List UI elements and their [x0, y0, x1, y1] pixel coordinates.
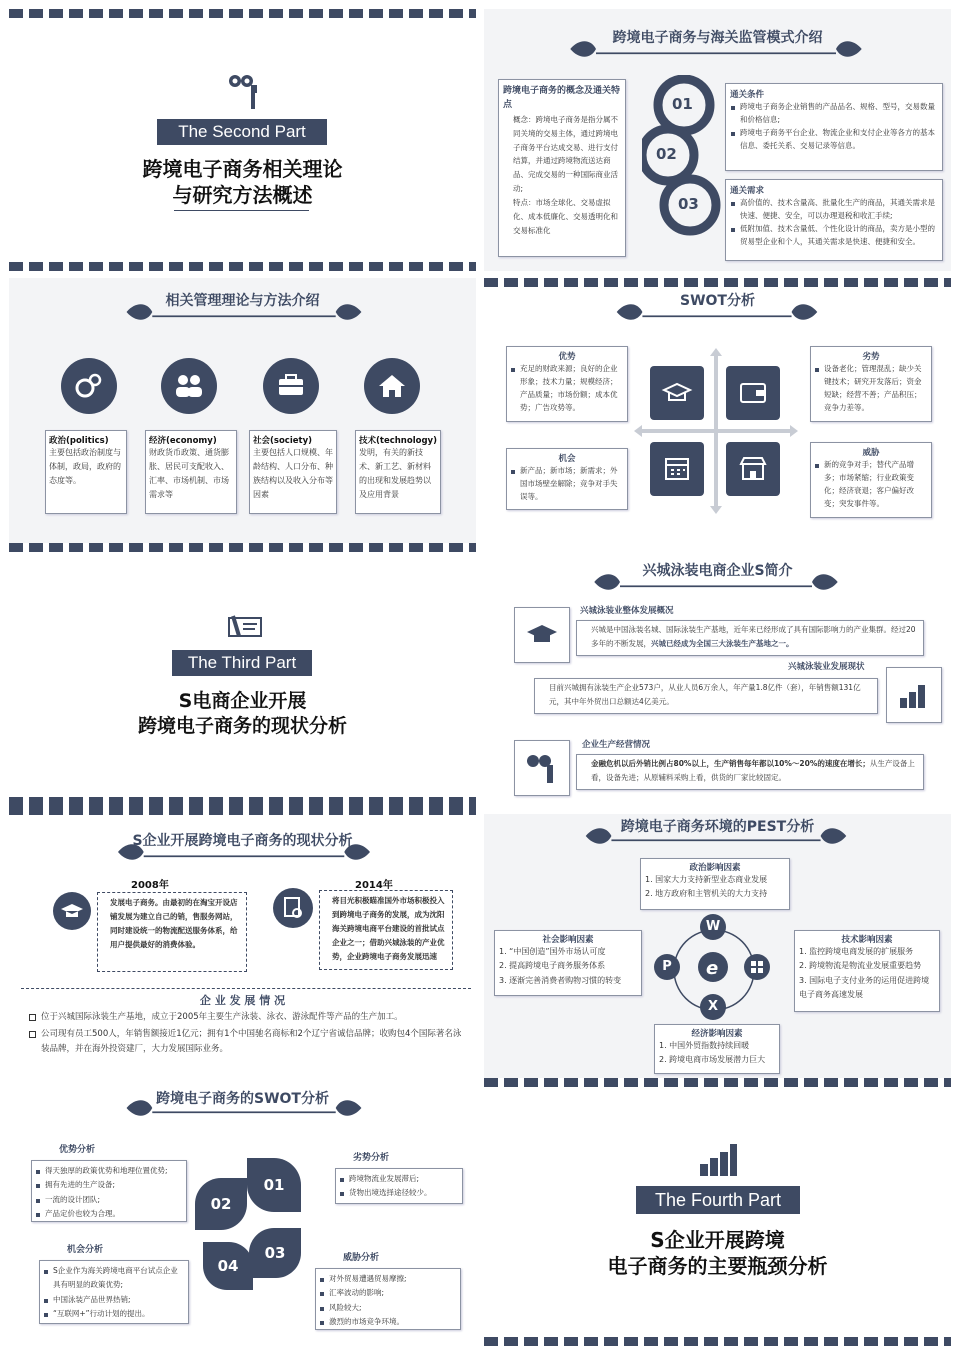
graduation-cap-icon: [515, 608, 569, 662]
pest-technology-box: [794, 930, 940, 1012]
card-body: 主要包括人口规模、年龄结构、人口分布、种族结构以及收入分布等因素: [253, 448, 333, 499]
section-head-1: 兴城泳装业整体发展概况: [580, 606, 674, 616]
step-number-1: 01: [672, 95, 693, 113]
calendar-icon: [650, 442, 704, 496]
swot-item: “互联网+”行动计划的提出。: [43, 1307, 185, 1321]
pest-head: 经济影响因素: [691, 1029, 743, 1039]
card-body: 发明，有关的新技术、新工艺、新材料的出现和发展趋势以及应用背景: [359, 448, 431, 499]
slide-title: 跨境电子商务环境的PEST分析: [620, 819, 815, 835]
slide-fourth-part: [484, 1078, 951, 1346]
company-point-2: 公司现有员工500人，年销售额接近1亿元；拥有1个中国驰名商标和2个辽宁省诚信品牌；收购包4个国际著名泳装品牌，并在海外投资建厂，大力发展国际业务。: [29, 1027, 469, 1057]
company-point-1: 位于兴城国际泳装生产基地，成立于2005年主要生产泳装、泳衣、游泳配件等产品的生产加工。: [29, 1010, 469, 1025]
swot-leaf-01: 01: [247, 1158, 301, 1212]
search-doc-icon: [273, 888, 313, 928]
swot-body: 设备老化；管理混乱；缺少关键技术；研究开发落后；资金短缺；经营不善；产品积压；竞争力差等。: [814, 362, 928, 415]
pest-item: 2. 提高跨境电子商务服务体系: [499, 961, 606, 971]
pest-item: 2. 地方政府和主管机关的大力支持: [645, 889, 768, 899]
ie-icon: [698, 952, 728, 982]
timeline-body-2008: 发展电子商务。由最初的在淘宝开设店铺发展为建立自己的销，售服务网站，同时建设统一的物流配送服务体系，给用户提供最好的消费体验。: [110, 898, 238, 949]
windows-icon: [744, 954, 770, 980]
slide-title-line2: 跨境电子商务的现状分析: [137, 715, 347, 737]
swot-item: 一流的设计团队;: [35, 1193, 183, 1207]
gear-icon: [61, 358, 117, 414]
concept-head: 跨境电子商务的概念及通关特点: [503, 86, 621, 111]
letter-w-badge: W: [700, 914, 726, 940]
timeline-box-2014: [319, 890, 453, 970]
pest-politics-box: [640, 858, 790, 910]
swot-opportunity-box: [506, 448, 628, 510]
card-head: 社会(society): [253, 436, 312, 446]
swot-item: 货物出境选择途径较少。: [339, 1186, 459, 1200]
pest-item: 1. 监控跨境电商发展的扩展服务: [799, 947, 914, 956]
binoculars-icon-box: [514, 740, 570, 796]
pest-card-technology: [355, 430, 441, 514]
slide-title-line1: 跨境电子商务相关理论: [142, 157, 343, 181]
concept-item-1: 概念：跨境电子商务是指分属不同关境的交易主体，通过跨境电子商务平台达成交易、进行支付结算，并通过跨境物流送达商品、完成交易的一种国际商业活动;: [513, 114, 618, 194]
swot-item: 风险较大;: [319, 1301, 457, 1315]
swot-item: 拥有先进的生产设备;: [35, 1178, 183, 1192]
slide-title: 兴城泳装电商企业S简介: [642, 563, 793, 579]
section-body-1-highlight: 兴城已经成为全国三大泳装生产基地之一。: [651, 639, 794, 649]
swot-item: 激烈的市场竞争环境。: [319, 1315, 457, 1329]
customs-condition-box: [725, 83, 943, 171]
bar-chart-icon: [887, 668, 941, 722]
card-head: 技术(technology): [359, 436, 437, 446]
people-icon: [161, 358, 217, 414]
section-body-1-text: 兴城是中国泳装名城、国际泳装生产基地，近年来已经形成了具有国际影响力的产业集群。经过20多年的不断发展，: [591, 625, 916, 649]
slide-title: S企业开展跨境电子商务的现状分析: [132, 833, 353, 849]
swot-body: 新的竞争对手；替代产品增多；市场紧缩；行业政策变化；经济衰退；客户偏好改变；突发事件等。: [814, 458, 928, 511]
letter-x-badge: X: [700, 994, 726, 1020]
swot-item: 产品定价也较为合理。: [35, 1207, 183, 1221]
part-label: The Fourth Part: [636, 1186, 800, 1214]
swot-c-box: [39, 1260, 189, 1324]
slide-company-intro: [484, 552, 951, 806]
swot-body: 新产品；新市场；新需求；外国市场壁垒解除；竞争对手失误等。: [510, 464, 624, 503]
pest-head: 社会影响因素: [542, 935, 594, 945]
pest-society-box: [494, 930, 642, 996]
swot-d-box: [315, 1268, 461, 1330]
dashed-divider: [21, 988, 471, 989]
slide-pest: [484, 814, 951, 1078]
swot-d-head: 威胁分析: [343, 1253, 380, 1263]
condition-item: 跨境电子商务企业销售的产品品名、规格、型号，交易数量和价格信息;: [730, 100, 938, 126]
section-body-3-highlight: 金融危机以后外销比例占80%以上，生产销售每年都以10%～20%的速度在增长；: [591, 759, 870, 768]
svg-text:e: e: [706, 958, 719, 979]
pest-head: 技术影响因素: [841, 935, 893, 945]
slide-company-status: [9, 806, 476, 1078]
swot-body: 充足的财政来源；良好的企业形象；技术力量；规模经济；产品质量；市场份额；成本优势；广告攻势等。: [510, 362, 624, 415]
swot-head: 机会: [558, 454, 576, 464]
slide-title-line2: 电子商务的主要瓶颈分析: [607, 1254, 828, 1278]
pest-item: 3. 逐渐完善消费者购物习惯的转变: [499, 975, 622, 985]
section-body-1: [576, 620, 924, 656]
slide-customs-model: [484, 9, 951, 271]
slide-title-line2: 与研究方法概述: [172, 183, 313, 207]
binoculars-icon: [515, 741, 569, 795]
swot-threat-box: [810, 442, 932, 518]
swot-b-box: [335, 1168, 463, 1204]
slide-title-line1: S企业开展跨境: [650, 1228, 785, 1252]
swot-item: 跨境物流业发展滞后;: [339, 1172, 459, 1186]
concept-item-2: 特点：市场全球化、交易虚拟化、成本低廉化、交易透明化和交易标准化: [513, 198, 618, 235]
customs-condition-head: 通关条件: [730, 90, 765, 100]
letter-p-badge: P: [654, 954, 680, 980]
slide-second-part: [9, 9, 476, 271]
condition-item: 跨境电子商务平台企业、物流企业和支付企业等各方的基本信息、委托关系、交易记录等信息。: [730, 126, 938, 152]
swot-a-head: 优势分析: [59, 1145, 96, 1155]
customs-demand-box: [725, 179, 943, 261]
swot-item: 得天独厚的政策优势和地理位置优势;: [35, 1164, 183, 1178]
pest-item: 3. 国际电子支付业务的运用促进跨境电子商务高速发展: [799, 975, 930, 1000]
pest-item: 1. “中国创造”国外市场认可度: [499, 947, 606, 956]
swot-leaf-04: 04: [203, 1242, 253, 1290]
slide-title: 跨境电子商务的SWOT分析: [156, 1091, 329, 1107]
bar-chart-icon: [698, 1142, 738, 1178]
step-number-2: 02: [656, 145, 677, 163]
swot-weakness-box: [810, 346, 932, 422]
swot-item: 汇率波动的影响;: [319, 1286, 457, 1300]
title-underline: [174, 210, 309, 211]
pest-item: 2. 跨境物流是物流业发展重要趋势: [799, 961, 922, 971]
swot-head: 劣势: [862, 352, 880, 362]
card-head: 经济(economy): [149, 436, 217, 446]
section-body-3: [576, 754, 924, 790]
swot-head: 优势: [558, 352, 576, 362]
swot-head: 威胁: [862, 448, 880, 458]
part-label: The Third Part: [172, 650, 312, 676]
pest-economy-box: [654, 1024, 780, 1074]
pest-card-society: [249, 430, 337, 514]
slide-title-line1: S电商企业开展: [178, 690, 307, 712]
card-body: 主要包括政治制度与体制，政局，政府的态度等。: [49, 448, 121, 485]
year-2014: 2014年: [355, 880, 393, 891]
concept-box: [498, 79, 626, 257]
slide-title: SWOT分析: [680, 293, 755, 309]
swot-item: 中国泳装产品世界热销;: [43, 1293, 185, 1307]
slide-management-theory: [9, 278, 476, 552]
section-body-2-text: 目前兴城拥有泳装生产企业573户，从业人员6万余人，年产量1.8亿件（套），年销售额131亿元，其中年外贸出口总额达4亿美元。: [549, 683, 861, 707]
demand-item: 高价值的、技术含量高、批量化生产的商品，其通关需求是快速、便捷、安全，可以办理退税和收汇手续;: [730, 196, 938, 222]
swot-item: 对外贸易遭遇贸易摩擦;: [319, 1272, 457, 1286]
swot-b-head: 劣势分析: [353, 1153, 390, 1163]
swot-item: S企业作为海关跨境电商平台试点企业具有明显的政策优势;: [43, 1264, 185, 1293]
section-body-2: [534, 678, 878, 714]
step-number-3: 03: [678, 195, 699, 213]
swot-a-box: [31, 1160, 187, 1222]
section-body-3-text: 从生产设备上看，设备先进；从原辅料采购上看，供货的厂家比较固定。: [591, 759, 915, 783]
demand-item: 低附加值、技术含量低、个性化设计的商品，卖方是小型的贸易型企业和个人，其通关需求是快速、便捷和安全。: [730, 222, 938, 248]
customs-demand-head: 通关需求: [730, 186, 765, 196]
subsection-title: 企 业 发 展 情 况: [199, 994, 286, 1007]
slide-title: 相关管理理论与方法介绍: [165, 293, 320, 309]
timeline-box-2008: [97, 892, 247, 972]
wallet-icon: [726, 366, 780, 420]
swot-leaf-02: 02: [195, 1178, 247, 1230]
pest-item: 1. 中国外贸指数持续回暖: [659, 1041, 750, 1050]
graduation-cap-icon: [53, 892, 91, 930]
timeline-body-2014: 将目光积极瞄准国外市场积极投入到跨境电子商务的发展，成为沈阳海关跨境电商平台建设的首批试点企业之一；借助兴城泳装的产业优势，企业跨境电子商务发展迅速: [332, 896, 445, 961]
part-label: The Second Part: [157, 119, 327, 145]
graduation-cap-icon: [650, 366, 704, 420]
pest-head: 政治影响因素: [689, 863, 741, 873]
slide-ecommerce-swot: [9, 1078, 476, 1346]
section-head-2: 兴城泳装业发展现状: [788, 662, 865, 672]
slide-third-part: [9, 552, 476, 806]
card-head: 政治(politics): [49, 436, 109, 446]
cap-icon-box: [514, 607, 570, 663]
binoculars-icon: [227, 73, 261, 111]
pest-item: 1. 国家大力支持新型业态商业发展: [645, 875, 768, 884]
home-icon: [364, 358, 420, 414]
pest-card-politics: [45, 430, 127, 514]
year-2008: 2008年: [131, 880, 169, 891]
card-body: 财政货币政策、通货膨胀、居民可支配收入、汇率、市场机制、市场需求等: [149, 448, 229, 499]
pest-item: 2. 跨境电商市场发展潜力巨大: [659, 1055, 766, 1065]
briefcase-icon: [263, 358, 319, 414]
swot-strength-box: [506, 346, 628, 422]
store-icon: [726, 442, 780, 496]
pest-card-economy: [145, 430, 237, 514]
section-head-3: 企业生产经营情况: [582, 740, 651, 750]
pen-icon: [225, 612, 265, 642]
swot-c-head: 机会分析: [67, 1245, 104, 1255]
swot-leaf-03: 03: [249, 1228, 301, 1278]
slide-title: 跨境电子商务与海关监管模式介绍: [612, 30, 823, 46]
chart-icon-box: [886, 667, 942, 723]
slide-swot: [484, 278, 951, 552]
